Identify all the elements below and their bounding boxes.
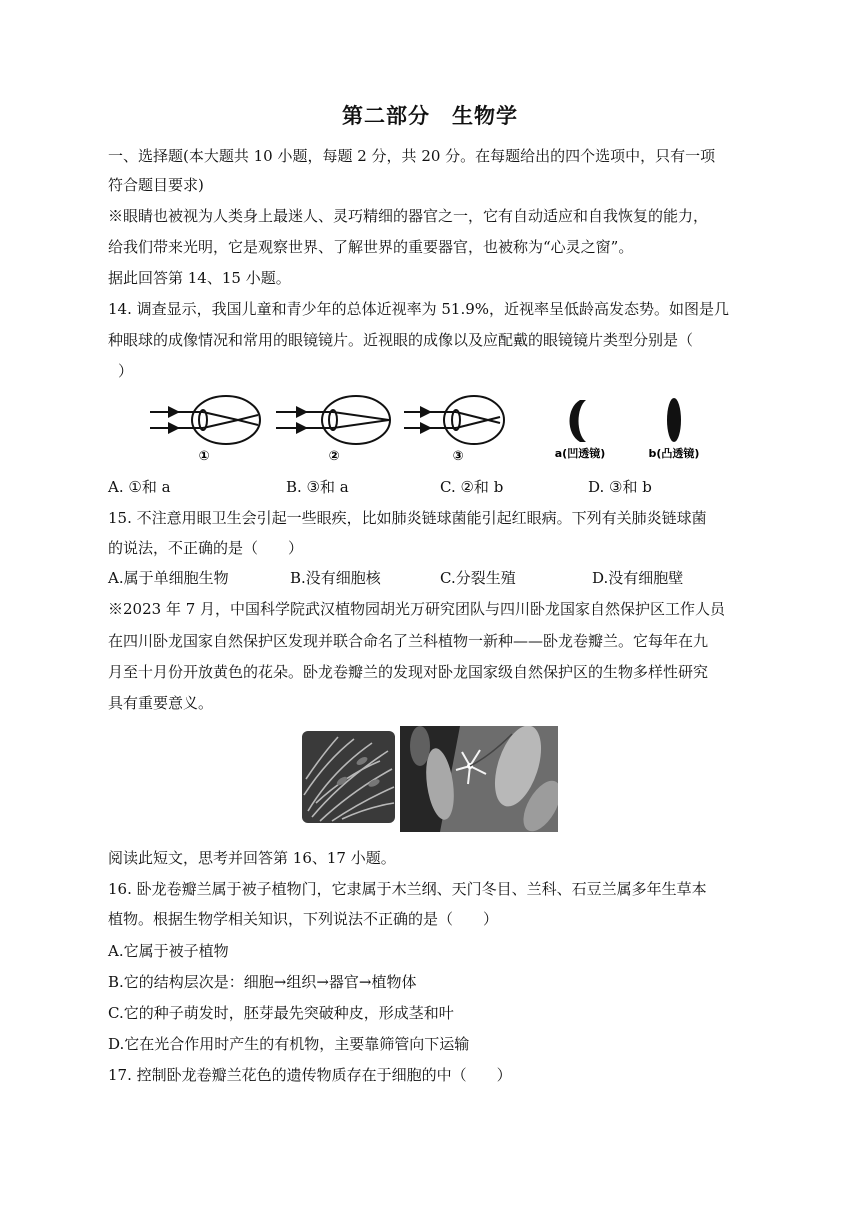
q15-option-c: C.分裂生殖 (440, 569, 516, 587)
q15-option-b: B.没有细胞核 (290, 569, 381, 587)
q14-line-3: ） (118, 362, 134, 380)
q17-line-1: 17. 控制卧龙卷瓣兰花色的遗传物质存在于细胞的中（ ） (108, 1066, 512, 1084)
eye-diagram-3 (404, 396, 504, 444)
q15-line-1: 15. 不注意用眼卫生会引起一些眼疾，比如肺炎链球菌能引起红眼病。下列有关肺炎链球菌 (108, 509, 707, 527)
q14-line-1: 14. 调查显示，我国儿童和青少年的总体近视率为 51.9%，近视率呈低龄高发态势。如图是几 (108, 300, 730, 318)
intro2-line-1: ※2023 年 7 月，中国科学院武汉植物园胡光万研究团队与四川卧龙国家自然保护区工作人员 (108, 600, 726, 618)
convex-lens-shape (667, 398, 681, 442)
q15-line-2: 的说法，不正确的是（ ） (108, 539, 304, 557)
concave-lens-label: a(凹透镜) (554, 447, 606, 460)
eye-diagram-2 (276, 396, 390, 444)
eye-diagram-1 (150, 396, 260, 444)
q14-option-a: A. ①和 a (108, 478, 171, 496)
q15-option-a: A.属于单细胞生物 (108, 569, 229, 587)
intro1-line-1: ※眼睛也被视为人类身上最迷人、灵巧精细的器官之一，它有自动适应和自我恢复的能力， (108, 207, 709, 225)
intro2-line-2: 在四川卧龙国家自然保护区发现并联合命名了兰科植物一新种——卧龙卷瓣兰。它每年在九 (108, 632, 709, 650)
q14-option-c: C. ②和 b (440, 478, 504, 496)
q16-option-c: C.它的种子萌发时，胚芽最先突破种皮，形成茎和叶 (108, 1004, 454, 1022)
intro2-line-3: 月至十月份开放黄色的花朵。卧龙卷瓣兰的发现对卧龙国家级自然保护区的生物多样性研究 (108, 663, 709, 681)
q14-line-2: 种眼球的成像情况和常用的眼镜镜片。近视眼的成像以及应配戴的眼镜镜片类型分别是（ (108, 331, 694, 349)
q16-option-b: B.它的结构层次是：细胞→组织→器官→植物体 (108, 973, 417, 991)
q15-option-d: D.没有细胞壁 (592, 569, 684, 587)
intro2-tail: 阅读此短文，思考并回答第 16、17 小题。 (108, 849, 396, 867)
q16-line-1: 16. 卧龙卷瓣兰属于被子植物门，它隶属于木兰纲、天门冬目、兰科、石豆兰属多年生草本 (108, 880, 707, 898)
q14-option-b: B. ③和 a (286, 478, 349, 496)
q14-option-d: D. ③和 b (588, 478, 652, 496)
q16-option-a: A.它属于被子植物 (108, 942, 229, 960)
convex-lens-label: b(凸透镜) (648, 447, 700, 460)
orchid-photo-left (302, 731, 395, 823)
intro1-line-2: 给我们带来光明，它是观察世界、了解世界的重要器官，也被称为“心灵之窗”。 (108, 238, 634, 256)
section-header-line-2: 符合题目要求) (108, 176, 204, 194)
eye-label-3: ③ (452, 449, 464, 464)
q16-option-d: D.它在光合作用时产生的有机物，主要靠筛管向下运输 (108, 1035, 470, 1053)
page-title: 第二部分 生物学 (342, 104, 518, 128)
concave-lens-shape (570, 400, 587, 442)
intro1-line-3: 据此回答第 14、15 小题。 (108, 269, 291, 287)
q16-line-2: 植物。根据生物学相关知识，下列说法不正确的是（ ） (108, 910, 499, 928)
orchid-photo-right (400, 726, 558, 832)
section-header-line-1: 一、选择题(本大题共 10 小题，每题 2 分，共 20 分。在每题给出的四个选项中，只有一项 (108, 147, 716, 165)
eye-label-1: ① (198, 449, 210, 464)
eye-label-2: ② (328, 449, 340, 464)
intro2-line-4: 具有重要意义。 (108, 694, 214, 712)
eye-lens-figure (148, 394, 718, 466)
